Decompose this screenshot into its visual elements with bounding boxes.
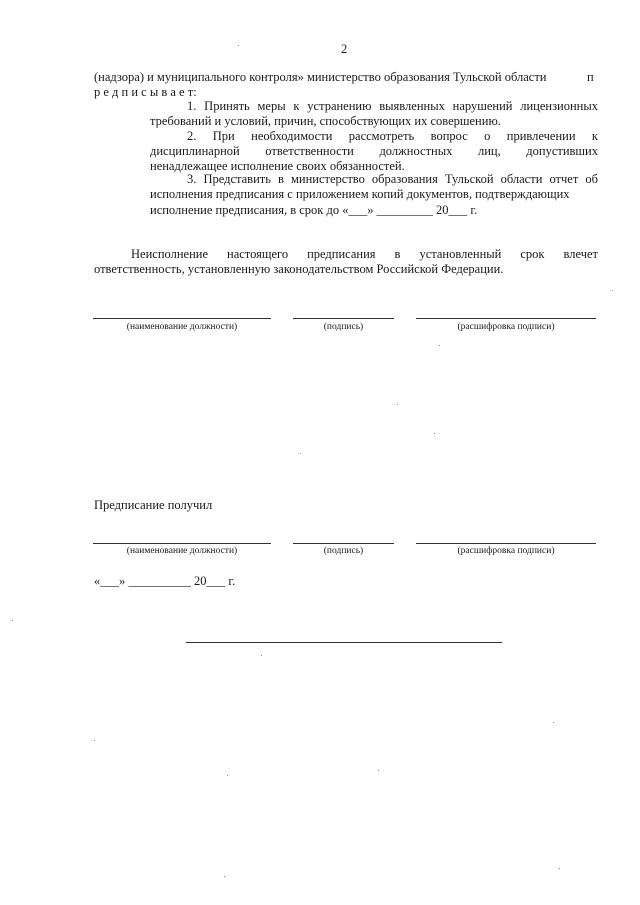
received-decoding-caption: (расшифровка подписи) xyxy=(457,546,555,556)
warning-line2: ответственность, установленную законодательством Российской Федерации. xyxy=(94,262,504,276)
item2-line3: ненадлежащее исполнение своих обязанностей. xyxy=(150,159,405,173)
received-date: «___» __________ 20___ г. xyxy=(94,574,236,588)
warning-line1: Неисполнение настоящего предписания в установленный срок влечет xyxy=(131,247,598,261)
scan-speck xyxy=(261,655,262,656)
signature-line xyxy=(293,318,394,319)
directive-word: р е д п и с ы в а е т: xyxy=(94,85,197,99)
signature-caption: (подпись) xyxy=(323,322,364,332)
scan-speck xyxy=(397,404,398,405)
received-position-line xyxy=(93,543,271,544)
position-line xyxy=(93,318,271,319)
item1-line2: требований и условий, причин, способствующих их совершению. xyxy=(150,114,501,128)
scan-speck xyxy=(378,770,379,771)
received-decoding-line xyxy=(416,543,596,544)
scan-speck xyxy=(224,876,225,877)
scan-speck xyxy=(12,620,13,621)
received-position-caption: (наименование должности) xyxy=(126,546,238,556)
scan-speck xyxy=(553,722,554,723)
scan-speck xyxy=(439,345,440,346)
item1-line1: 1. Принять меры к устранению выявленных нарушений лицензионных xyxy=(187,99,598,113)
received-label: Предписание получил xyxy=(94,498,213,512)
intro-tail: п xyxy=(587,70,594,84)
scan-speck xyxy=(94,740,95,741)
decoding-caption: (расшифровка подписи) xyxy=(457,322,555,332)
scan-speck xyxy=(238,45,239,46)
end-rule xyxy=(186,642,502,643)
page-number: 2 xyxy=(341,42,348,56)
item2-line1: 2. При необходимости рассмотреть вопрос о привлечении к xyxy=(187,129,598,143)
scan-speck xyxy=(227,775,228,776)
item3-line1: 3. Представить в министерство образования Тульской области отчет об xyxy=(187,172,598,186)
item3-line2: исполнения предписания с приложением копий документов, подтверждающих xyxy=(150,187,570,201)
scan-speck xyxy=(300,453,301,454)
received-signature-caption: (подпись) xyxy=(323,546,364,556)
decoding-line xyxy=(416,318,596,319)
received-signature-line xyxy=(293,543,394,544)
scan-speck xyxy=(559,868,560,869)
item2-line2: дисциплинарной ответственности должностных лиц, допустивших xyxy=(150,144,598,158)
scan-speck xyxy=(434,433,435,434)
intro-line: (надзора) и муниципального контроля» министерство образования Тульской области xyxy=(94,70,547,84)
scan-speck xyxy=(612,290,613,291)
item3-line3: исполнение предписания, в срок до «___» _________ 20___ г. xyxy=(150,203,478,217)
position-caption: (наименование должности) xyxy=(126,322,238,332)
